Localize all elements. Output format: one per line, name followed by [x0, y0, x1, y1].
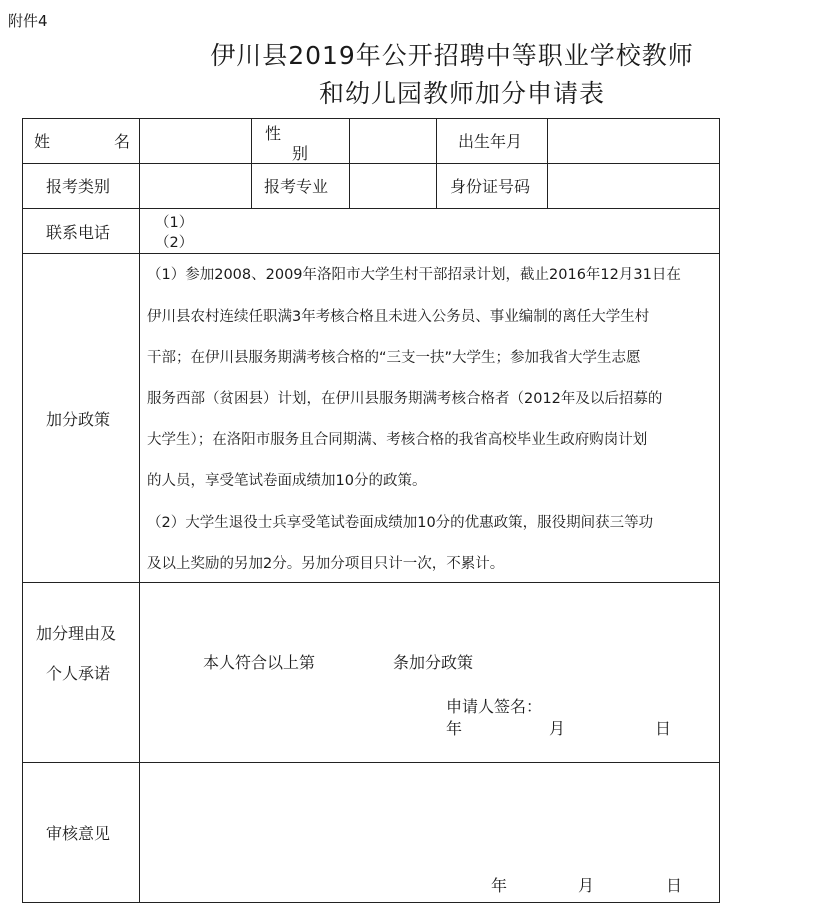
- policy-number-field[interactable]: [338, 648, 388, 672]
- gender-label-char-1: 性: [265, 124, 282, 143]
- birth-date-field[interactable]: [548, 119, 719, 163]
- applicant-signature-field[interactable]: [560, 692, 710, 714]
- policy-line: （2）大学生退役士兵享受笔试卷面成绩加10分的优惠政策，服役期间获三等功: [147, 515, 654, 531]
- policy-line: 干部；在伊川县服务期满考核合格的“三支一扶”大学生；参加我省大学生志愿: [147, 350, 641, 366]
- phone-2-field[interactable]: [190, 231, 715, 251]
- bonus-reason-label-line-1: 加分理由及: [36, 624, 117, 643]
- policy-line: 及以上奖励的另加2分。另加分项目只计一次，不累计。: [147, 556, 505, 572]
- date-month-label: 月: [549, 719, 566, 738]
- review-opinion-label: 审核意见: [46, 824, 111, 843]
- attachment-label: 附件4: [8, 12, 48, 30]
- review-date-month-label: 月: [578, 876, 595, 895]
- date-year-label: 年: [446, 719, 463, 738]
- id-number-label: 身份证号码: [450, 177, 531, 196]
- exam-category-label: 报考类别: [46, 177, 111, 196]
- review-date-year-label: 年: [491, 876, 508, 895]
- name-label-char-2: 名: [114, 132, 131, 151]
- birth-date-label: 出生年月: [458, 132, 523, 151]
- name-field[interactable]: [140, 119, 251, 163]
- id-number-field[interactable]: [548, 164, 719, 208]
- phone-2-prefix: （2）: [155, 235, 194, 251]
- review-date-day-label: 日: [666, 876, 683, 895]
- applicant-signature-label: 申请人签名：: [446, 697, 543, 716]
- policy-line: 大学生）；在洛阳市服务且合同期满、考核合格的我省高校毕业生政府购岗计划: [147, 432, 648, 448]
- gender-label-char-2: 别: [292, 144, 309, 163]
- policy-line: 服务西部（贫困县）计划，在伊川县服务期满考核合格者（2012年及以后招募的: [147, 391, 663, 407]
- exam-major-field[interactable]: [350, 164, 436, 208]
- name-label-char-1: 姓: [34, 132, 51, 151]
- gender-field[interactable]: [350, 119, 436, 163]
- exam-major-label: 报考专业: [264, 177, 329, 196]
- bonus-reason-label-line-2: 个人承诺: [46, 664, 111, 683]
- review-opinion-field[interactable]: [140, 763, 719, 863]
- form-title-line-1: 伊川县2019年公开招聘中等职业学校教师: [210, 41, 694, 70]
- policy-line: （1）参加2008、2009年洛阳市大学生村干部招录计划，截止2016年12月31日在: [147, 267, 681, 283]
- policy-line: 的人员，享受笔试卷面成绩加10分的政策。: [147, 473, 427, 489]
- date-day-label: 日: [655, 719, 672, 738]
- commitment-suffix: 条加分政策: [393, 653, 474, 672]
- phone-label: 联系电话: [46, 223, 111, 242]
- phone-1-field[interactable]: [190, 210, 715, 230]
- form-title-line-2: 和幼儿园教师加分申请表: [318, 79, 605, 108]
- commitment-prefix: 本人符合以上第: [203, 653, 316, 672]
- bonus-policy-label: 加分政策: [46, 410, 111, 429]
- policy-line: 伊川县农村连续任职满3年考核合格且未进入公务员、事业编制的离任大学生村: [147, 309, 650, 325]
- exam-category-field[interactable]: [140, 164, 251, 208]
- phone-1-prefix: （1）: [155, 215, 194, 231]
